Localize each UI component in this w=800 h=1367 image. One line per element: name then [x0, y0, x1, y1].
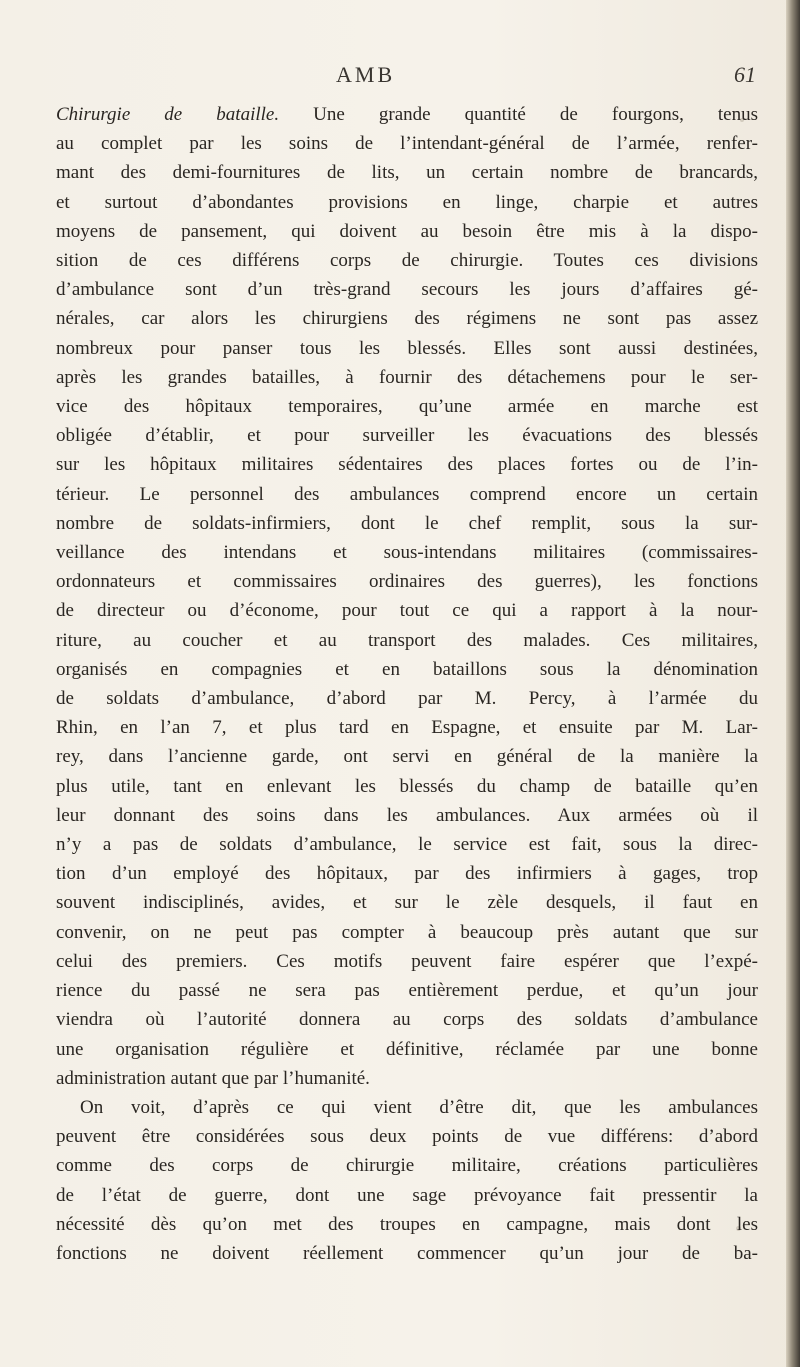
line-text: fonctions ne doivent réellement commencer qu’un jour de ba- — [56, 1242, 758, 1264]
line-text: rey, dans l’ancienne garde, ont servi en général de la manière la — [56, 746, 758, 768]
text-line — [56, 888, 758, 917]
line-text: organisés en compagnies et en bataillons sous la dénomination — [56, 658, 758, 680]
text-line — [56, 275, 758, 304]
line-text: administration autant que par l’humanité. — [56, 1067, 370, 1089]
text-line — [56, 918, 758, 947]
text-line — [56, 363, 758, 392]
line-text: Rhin, en l’an 7, et plus tard en Espagne, et ensuite par M. Lar- — [56, 717, 758, 739]
line-text: rience du passé ne sera pas entièrement perdue, et qu’un jour — [56, 980, 758, 1002]
text-line — [56, 158, 758, 187]
line-text: tion d’un employé des hôpitaux, par des infirmiers à gages, trop — [56, 863, 758, 885]
text-line — [56, 1239, 758, 1268]
line-text: moyens de pansement, qui doivent au besoin être mis à la dispo- — [56, 220, 758, 242]
page-number: 61 — [734, 62, 756, 87]
text-line — [56, 772, 758, 801]
text-line — [56, 392, 758, 421]
text-line — [56, 1181, 758, 1210]
text-line — [56, 1210, 758, 1239]
page-binding-edge — [786, 0, 800, 1367]
line-text: sition de ces différens corps de chirurgie. Toutes ces divisions — [56, 250, 758, 272]
line-text: celui des premiers. Ces motifs peuvent faire espérer que l’expé- — [56, 950, 758, 972]
text-line — [56, 538, 758, 567]
body-text — [56, 100, 758, 1268]
line-text: après les grandes batailles, à fournir des détachemens pour le ser- — [56, 366, 758, 388]
text-line — [56, 100, 758, 129]
text-line — [56, 304, 758, 333]
text-line — [56, 742, 758, 771]
page-header — [56, 62, 756, 92]
line-text: peuvent être considérées sous deux points de vue différens: d’abord — [56, 1126, 758, 1148]
line-text: veillance des intendans et sous-intendans militaires (commissaires- — [56, 542, 758, 564]
text-line — [56, 1122, 758, 1151]
line-text: leur donnant des soins dans les ambulances. Aux armées où il — [56, 804, 758, 826]
line-text: Une grande quantité de fourgons, tenus — [279, 104, 759, 125]
entry-lead: Chirurgie de bataille. — [56, 104, 280, 125]
text-line — [56, 1064, 758, 1093]
running-head: AMB — [336, 62, 396, 87]
text-line — [56, 596, 758, 625]
line-text: une organisation régulière et définitive, réclamée par une bonne — [56, 1038, 758, 1060]
line-text: viendra où l’autorité donnera au corps des soldats d’ambulance — [56, 1009, 758, 1031]
text-line — [56, 1093, 758, 1122]
text-line — [56, 684, 758, 713]
text-line — [56, 830, 758, 859]
text-line — [56, 947, 758, 976]
text-line — [56, 509, 758, 538]
line-text: au complet par les soins de l’intendant-général de l’armée, renfer- — [56, 133, 758, 155]
line-text: nécessité dès qu’on met des troupes en campagne, mais dont les — [56, 1213, 758, 1235]
line-text: convenir, on ne peut pas compter à beaucoup près autant que sur — [56, 921, 758, 943]
line-text: souvent indisciplinés, avides, et sur le zèle desquels, il faut en — [56, 892, 758, 914]
line-text: de directeur ou d’économe, pour tout ce qui a rapport à la nour- — [56, 600, 758, 622]
text-line — [56, 334, 758, 363]
text-line — [56, 859, 758, 888]
line-text: sur les hôpitaux militaires sédentaires des places fortes ou de l’in- — [56, 454, 758, 476]
line-text: de l’état de guerre, dont une sage prévoyance fait pressentir la — [56, 1184, 758, 1206]
line-text: de soldats d’ambulance, d’abord par M. Percy, à l’armée du — [56, 688, 758, 710]
line-text: riture, au coucher et au transport des malades. Ces militaires, — [56, 629, 758, 651]
text-line — [56, 713, 758, 742]
text-line — [56, 480, 758, 509]
text-line — [56, 421, 758, 450]
text-line — [56, 246, 758, 275]
text-line — [56, 1035, 758, 1064]
text-line — [56, 976, 758, 1005]
line-text: d’ambulance sont d’un très-grand secours les jours d’affaires gé- — [56, 279, 758, 301]
line-text: vice des hôpitaux temporaires, qu’une armée en marche est — [56, 396, 758, 418]
line-text: nombre de soldats-infirmiers, dont le chef remplit, sous la sur- — [56, 512, 758, 534]
line-text: On voit, d’après ce qui vient d’être dit, que les ambulances — [80, 1096, 758, 1118]
line-text: n’y a pas de soldats d’ambulance, le service est fait, sous la direc- — [56, 834, 758, 856]
line-text: térieur. Le personnel des ambulances comprend encore un certain — [56, 483, 758, 505]
text-line — [56, 188, 758, 217]
line-text: obligée d’établir, et pour surveiller les évacuations des blessés — [56, 425, 758, 447]
text-line — [56, 217, 758, 246]
line-text: ordonnateurs et commissaires ordinaires des guerres), les fonctions — [56, 571, 758, 593]
line-text: nombreux pour panser tous les blessés. Elles sont aussi destinées, — [56, 337, 758, 359]
line-text: plus utile, tant en enlevant les blessés du champ de bataille qu’en — [56, 775, 758, 797]
line-text: nérales, car alors les chirurgiens des régimens ne sont pas assez — [56, 308, 758, 330]
text-line — [56, 450, 758, 479]
line-text: et surtout d’abondantes provisions en linge, charpie et autres — [56, 191, 758, 213]
line-text: mant des demi-fournitures de lits, un certain nombre de brancards, — [56, 162, 758, 184]
text-line — [56, 1151, 758, 1180]
line-text: comme des corps de chirurgie militaire, créations particulières — [56, 1155, 758, 1177]
text-line — [56, 129, 758, 158]
text-line — [56, 1005, 758, 1034]
text-line — [56, 655, 758, 684]
text-line — [56, 801, 758, 830]
text-line — [56, 567, 758, 596]
text-line — [56, 626, 758, 655]
